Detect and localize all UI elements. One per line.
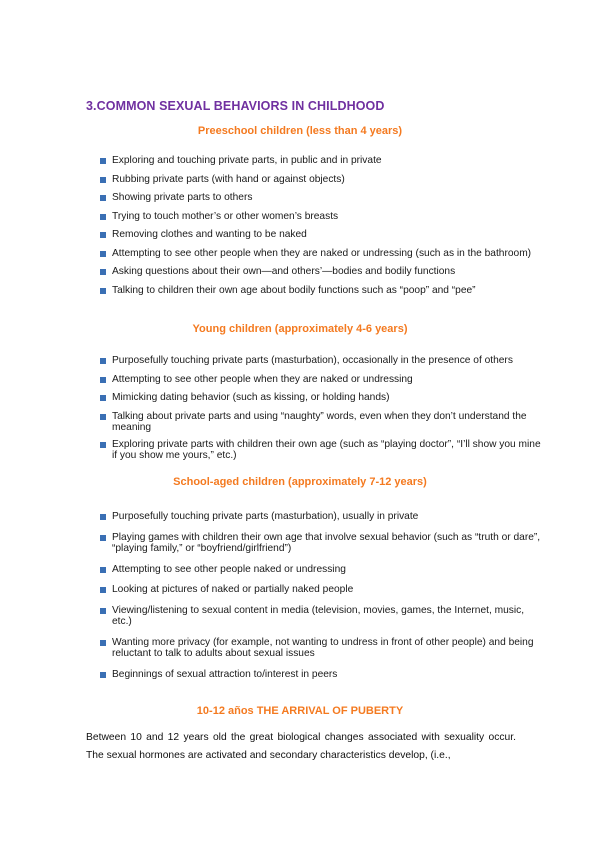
list-item: Purposefully touching private parts (masturbation), occasionally in the presence of others [100, 355, 545, 367]
list-item: Removing clothes and wanting to be naked [100, 229, 545, 241]
list-item: Exploring and touching private parts, in public and in private [100, 155, 545, 167]
list-young [100, 355, 545, 462]
list-school-aged [100, 511, 545, 680]
list-item: Viewing/listening to sexual content in media (television, movies, games, the Internet, music, etc.) [100, 605, 545, 628]
bullet-square-icon [100, 377, 106, 383]
list-item: Playing games with children their own age that involve sexual behavior (such as “truth or dare”, “playing family,” or “boyfriend/girlfriend”) [100, 532, 545, 555]
section-heading-school-aged: School-aged children (approximately 7-12 years) [173, 476, 427, 488]
list-item: Purposefully touching private parts (masturbation), usually in private [100, 511, 545, 523]
list-item: Showing private parts to others [100, 192, 545, 204]
bullet-square-icon [100, 414, 106, 420]
list-item: Beginnings of sexual attraction to/interest in peers [100, 669, 545, 681]
bullet-square-icon [100, 177, 106, 183]
bullet-square-icon [100, 195, 106, 201]
bullet-square-icon [100, 395, 106, 401]
bullet-square-icon [100, 535, 106, 541]
bullet-square-icon [100, 608, 106, 614]
bullet-square-icon [100, 214, 106, 220]
bullet-square-icon [100, 269, 106, 275]
list-item: Attempting to see other people when they are naked or undressing [100, 374, 545, 386]
list-item: Attempting to see other people naked or undressing [100, 564, 545, 576]
bullet-square-icon [100, 288, 106, 294]
bullet-square-icon [100, 358, 106, 364]
bullet-square-icon [100, 672, 106, 678]
list-item: Talking to children their own age about bodily functions such as “poop” and “pee” [100, 285, 545, 297]
bullet-square-icon [100, 251, 106, 257]
puberty-paragraph: Between 10 and 12 years old the great biological changes associated with sexuality occur. The sexual hormones are activated and secondary characteristics develop, (i.e., [86, 732, 516, 761]
list-item: Talking about private parts and using “naughty” words, even when they don’t understand the meaning [100, 411, 545, 434]
bullet-square-icon [100, 514, 106, 520]
list-item: Asking questions about their own—and others’—bodies and bodily functions [100, 266, 545, 278]
bullet-square-icon [100, 587, 106, 593]
bullet-square-icon [100, 158, 106, 164]
list-item: Rubbing private parts (with hand or against objects) [100, 174, 545, 186]
section-heading-puberty: 10-12 años THE ARRIVAL OF PUBERTY [196, 705, 404, 717]
list-preschool [100, 155, 545, 296]
list-item: Trying to touch mother’s or other women’s breasts [100, 211, 545, 223]
page-title: 3.COMMON SEXUAL BEHAVIORS IN CHILDHOOD [86, 99, 385, 113]
bullet-square-icon [100, 640, 106, 646]
list-item: Attempting to see other people when they are naked or undressing (such as in the bathroom) [100, 248, 545, 260]
bullet-square-icon [100, 567, 106, 573]
list-item: Looking at pictures of naked or partially naked people [100, 584, 545, 596]
list-item: Mimicking dating behavior (such as kissing, or holding hands) [100, 392, 545, 404]
section-heading-preschool: Preeschool children (less than 4 years) [197, 125, 403, 137]
bullet-square-icon [100, 442, 106, 448]
section-heading-young: Young children (approximately 4-6 years) [192, 323, 408, 335]
list-item: Exploring private parts with children their own age (such as “playing doctor”, “I’ll show you mine if you show me yours,” etc.) [100, 439, 545, 462]
list-item: Wanting more privacy (for example, not wanting to undress in front of other people) and being reluctant to talk to adults about sexual issues [100, 637, 545, 660]
bullet-square-icon [100, 232, 106, 238]
